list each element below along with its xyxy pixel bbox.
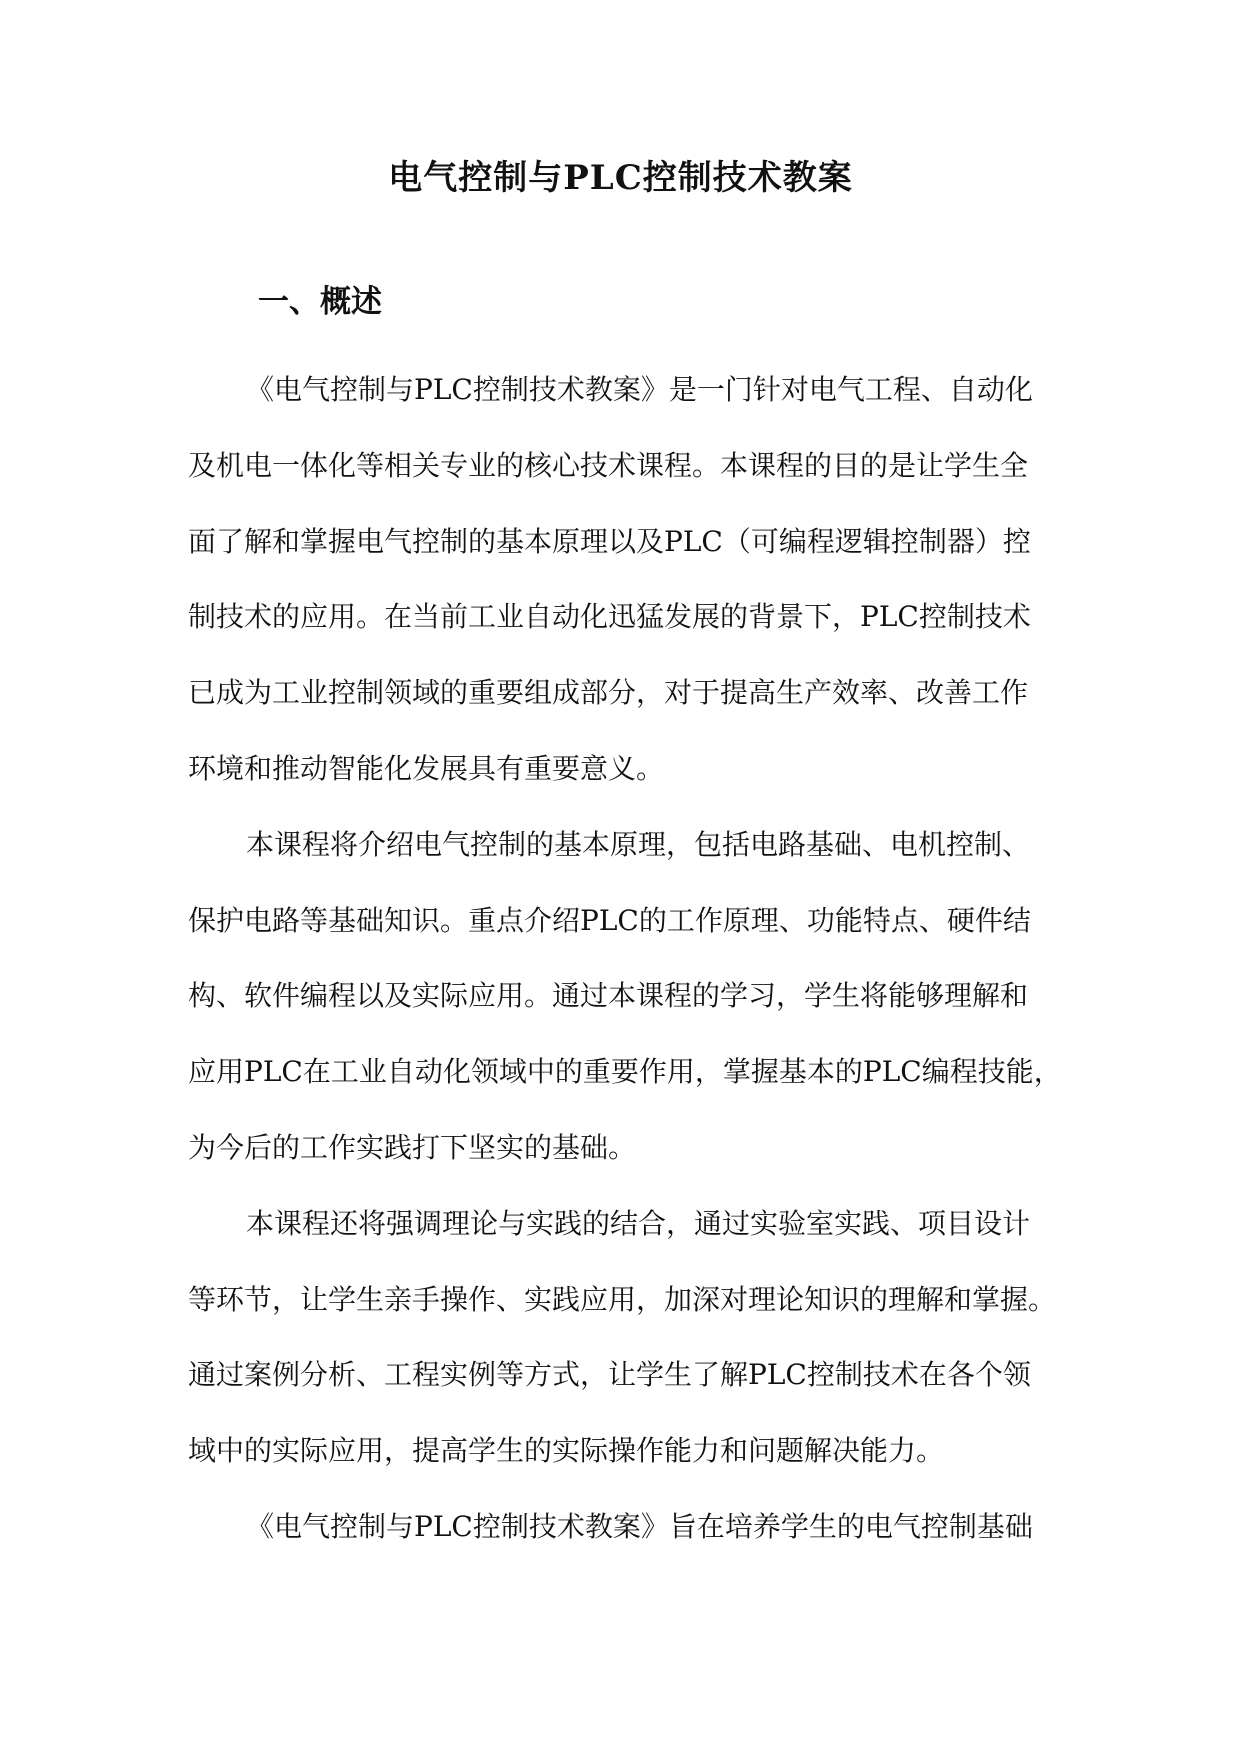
paragraph-1-line-2: 及机电一体化等相关专业的核心技术课程。本课程的目的是让学生全 xyxy=(188,448,1029,482)
section-heading-overview: 一、概述 xyxy=(258,284,382,320)
paragraph-1-line-4: 制技术的应用。在当前工业自动化迅猛发展的背景下，PLC控制技术 xyxy=(188,600,1031,634)
paragraph-2-line-4: 应用PLC在工业自动化领域中的重要作用，掌握基本的PLC编程技能， xyxy=(188,1055,1062,1089)
paragraph-1-line-3: 面了解和掌握电气控制的基本原理以及PLC（可编程逻辑控制器）控 xyxy=(188,524,1031,558)
paragraph-4-line-1: 《电气控制与PLC控制技术教案》旨在培养学生的电气控制基础 xyxy=(246,1509,1033,1543)
paragraph-2-line-1: 本课程将介绍电气控制的基本原理，包括电路基础、电机控制、 xyxy=(246,827,1031,861)
body-text xyxy=(188,360,1068,1573)
paragraph-3-line-1: 本课程还将强调理论与实践的结合，通过实验室实践、项目设计 xyxy=(246,1206,1031,1240)
paragraph-1-line-6: 环境和推动智能化发展具有重要意义。 xyxy=(188,751,665,785)
document-title: 电气控制与PLC控制技术教案 xyxy=(388,158,853,198)
paragraph-3-line-4: 域中的实际应用，提高学生的实际操作能力和问题解决能力。 xyxy=(188,1434,945,1468)
paragraph-1-line-5: 已成为工业控制领域的重要组成部分，对于提高生产效率、改善工作 xyxy=(188,676,1029,710)
paragraph-2-line-3: 构、软件编程以及实际应用。通过本课程的学习，学生将能够理解和 xyxy=(188,979,1029,1013)
paragraph-3-line-2: 等环节，让学生亲手操作、实践应用，加深对理论知识的理解和掌握。 xyxy=(188,1282,1057,1316)
paragraph-2-line-2: 保护电路等基础知识。重点介绍PLC的工作原理、功能特点、硬件结 xyxy=(188,903,1031,937)
paragraph-1-line-1: 《电气控制与PLC控制技术教案》是一门针对电气工程、自动化 xyxy=(246,373,1033,406)
paragraph-2-line-5: 为今后的工作实践打下坚实的基础。 xyxy=(188,1130,637,1164)
paragraph-3-line-3: 通过案例分析、工程实例等方式，让学生了解PLC控制技术在各个领 xyxy=(188,1358,1031,1392)
